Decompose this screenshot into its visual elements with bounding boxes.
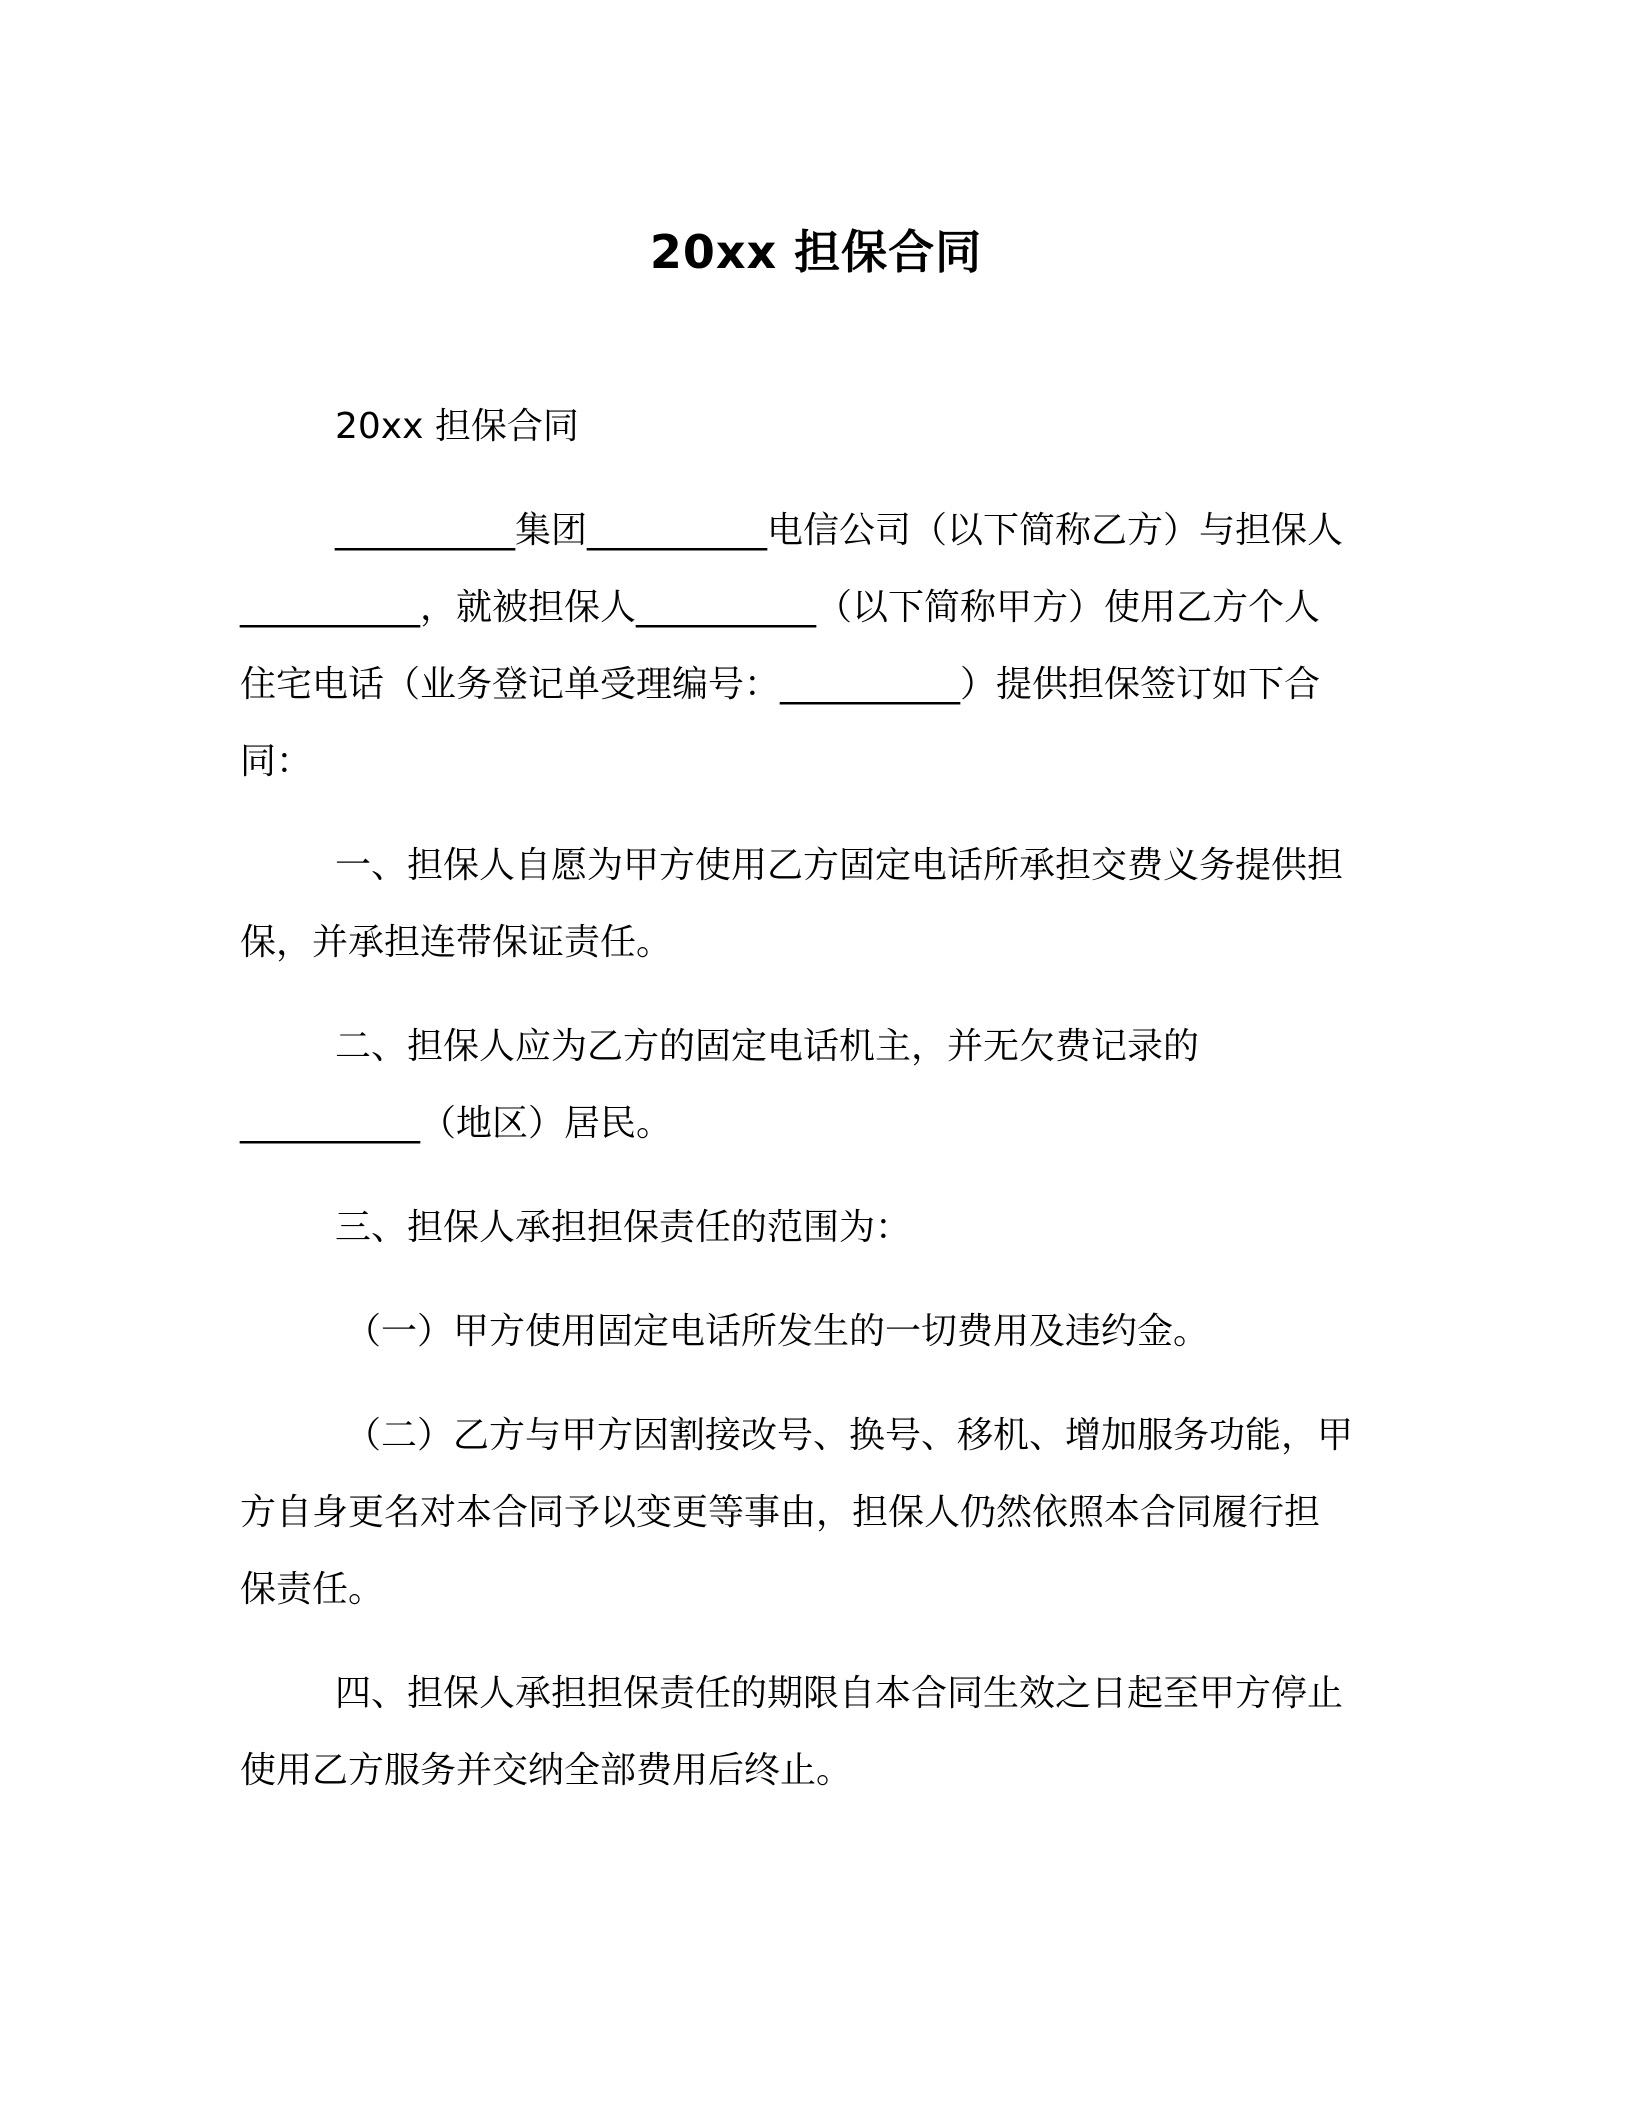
document-body xyxy=(240,388,1392,1809)
clause-4 xyxy=(240,1655,1392,1809)
intro-line: __________，就被担保人__________（以下简称甲方）使用乙方个人 xyxy=(240,587,1321,628)
clause-2 xyxy=(240,1008,1392,1162)
clause-line: 保责任。 xyxy=(240,1569,385,1610)
clause-1 xyxy=(240,827,1392,981)
clause-line: __________（地区）居民。 xyxy=(240,1103,673,1144)
intro-line: __________集团__________电信公司（以下简称乙方）与担保人 xyxy=(335,510,1344,551)
clause-line: 使用乙方服务并交纳全部费用后终止。 xyxy=(240,1750,853,1791)
document-title: 20xx 担保合同 xyxy=(649,225,983,279)
clause-3-item-1: （一）甲方使用固定电话所发生的一切费用及违约金。 xyxy=(345,1311,1210,1352)
clause-line: 保，并承担连带保证责任。 xyxy=(240,922,673,963)
intro-line: 同： xyxy=(240,741,313,782)
clause-line: 二、担保人应为乙方的固定电话机主，并无欠费记录的 xyxy=(335,1026,1200,1067)
clause-line: 方自身更名对本合同予以变更等事由，担保人仍然依照本合同履行担 xyxy=(240,1492,1321,1533)
clause-line: 四、担保人承担担保责任的期限自本合同生效之日起至甲方停止 xyxy=(335,1673,1344,1714)
clause-3: 三、担保人承担担保责任的范围为： xyxy=(335,1207,912,1248)
clause-line: 一、担保人自愿为甲方使用乙方固定电话所承担交费义务提供担 xyxy=(335,845,1344,886)
intro-line: 住宅电话（业务登记单受理编号：__________）提供担保签订如下合 xyxy=(240,664,1321,705)
subtitle: 20xx 担保合同 xyxy=(335,406,579,447)
clause-line: （二）乙方与甲方因割接改号、换号、移机、增加服务功能，甲 xyxy=(345,1415,1354,1456)
clause-3-item-2 xyxy=(240,1397,1392,1628)
intro-paragraph xyxy=(240,492,1392,800)
